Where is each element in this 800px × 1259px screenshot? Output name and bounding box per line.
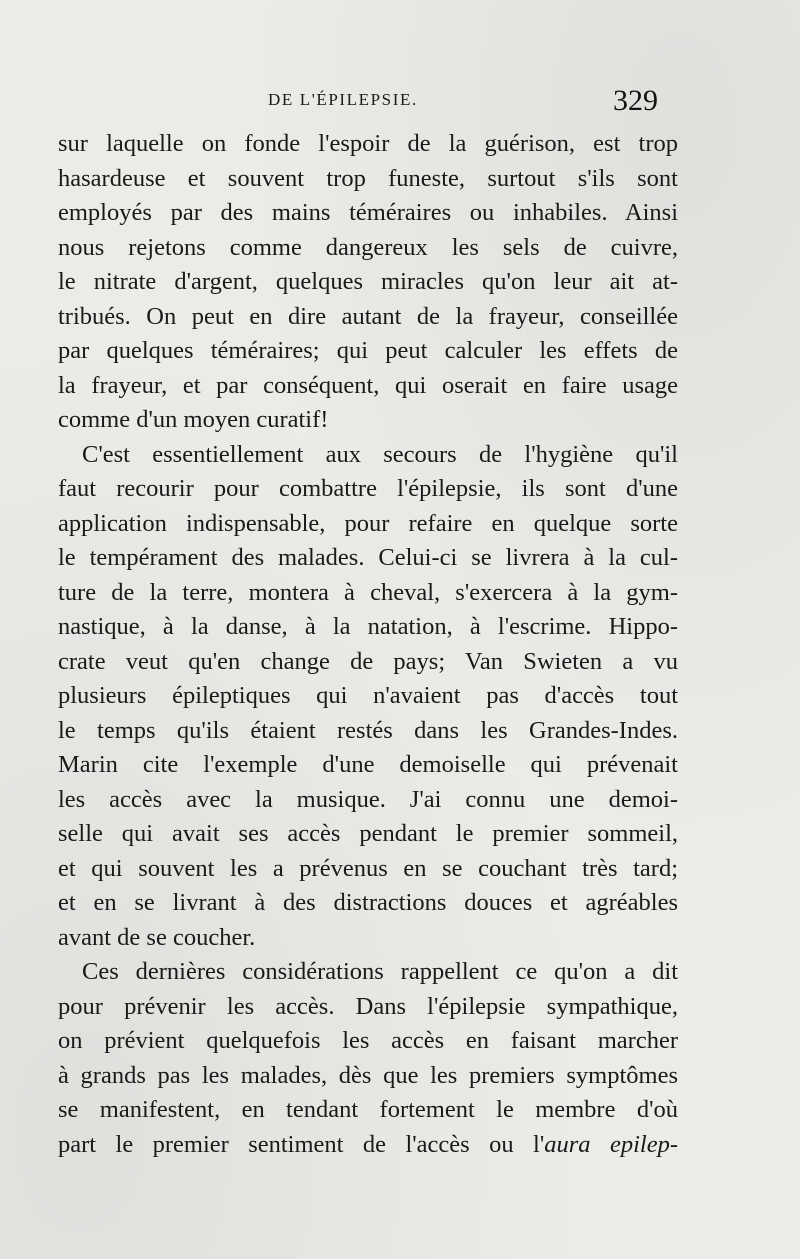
text-line: comme d'un moyen curatif! <box>58 406 329 433</box>
text-line: application indispensable, pour refaire en quelque sorte <box>58 509 678 537</box>
text-line: nous rejetons comme dangereux les sels de cuivre, <box>58 233 678 261</box>
running-head <box>58 84 664 118</box>
final-line-italic: aura epilep- <box>544 1130 678 1158</box>
text-line: par quelques téméraires; qui peut calculer les effets de <box>58 337 678 364</box>
text-line: on prévient quelquefois les accès en faisant marcher <box>58 1027 678 1054</box>
final-line-text: part le premier sentiment de l'accès ou l' <box>58 1130 545 1158</box>
text-line: le temps qu'ils étaient restés dans les Grandes-Indes. <box>58 716 678 744</box>
text-line: la frayeur, et par conséquent, qui oserait en faire usage <box>58 371 678 399</box>
paragraph <box>58 438 678 956</box>
text-line: Ces dernières considérations rappellent ce qu'on a dit <box>82 958 678 985</box>
text-line: avant de se coucher. <box>58 923 256 951</box>
text-line: crate veut qu'en change de pays; Van Swieten a vu <box>58 647 678 675</box>
text-line: faut recourir pour combattre l'épilepsie, ils sont d'une <box>58 475 678 502</box>
text-line: le tempérament des malades. Celui-ci se livrera à la cul- <box>58 544 678 571</box>
text-line: nastique, à la danse, à la natation, à l'escrime. Hippo- <box>58 613 678 640</box>
text-line: Marin cite l'exemple d'une demoiselle qui prévenait <box>58 751 678 778</box>
text-line: les accès avec la musique. J'ai connu une demoi- <box>58 785 678 813</box>
text-line: C'est essentiellement aux secours de l'hygiène qu'il <box>82 440 678 468</box>
text-line: ture de la terre, montera à cheval, s'exercera à la gym- <box>58 578 678 606</box>
text-line: et qui souvent les a prévenus en se couchant très tard; <box>58 854 678 882</box>
running-title: DE L'ÉPILEPSIE. <box>268 90 418 109</box>
text-line: selle qui avait ses accès pendant le premier sommeil, <box>58 820 678 847</box>
text-line: pour prévenir les accès. Dans l'épilepsie sympathique, <box>58 992 678 1020</box>
body-text <box>58 127 678 1162</box>
paragraph <box>58 955 678 1162</box>
text-line: se manifestent, en tendant fortement le membre d'où <box>58 1096 678 1123</box>
text-line: tribués. On peut en dire autant de la frayeur, conseillée <box>58 302 678 330</box>
text-line: employés par des mains téméraires ou inhabiles. Ainsi <box>58 199 678 226</box>
page-number: 329 <box>613 84 658 117</box>
text-line: et en se livrant à des distractions douces et agréables <box>58 889 678 916</box>
text-line: hasardeuse et souvent trop funeste, surtout s'ils sont <box>58 164 678 192</box>
text-line-final <box>58 1128 678 1163</box>
text-line: à grands pas les malades, dès que les premiers symptômes <box>58 1061 678 1089</box>
text-line: sur laquelle on fonde l'espoir de la guérison, est trop <box>58 130 678 157</box>
text-line: le nitrate d'argent, quelques miracles qu'on leur ait at- <box>58 268 678 295</box>
paragraph <box>58 127 678 438</box>
text-line: plusieurs épileptiques qui n'avaient pas d'accès tout <box>58 682 678 709</box>
